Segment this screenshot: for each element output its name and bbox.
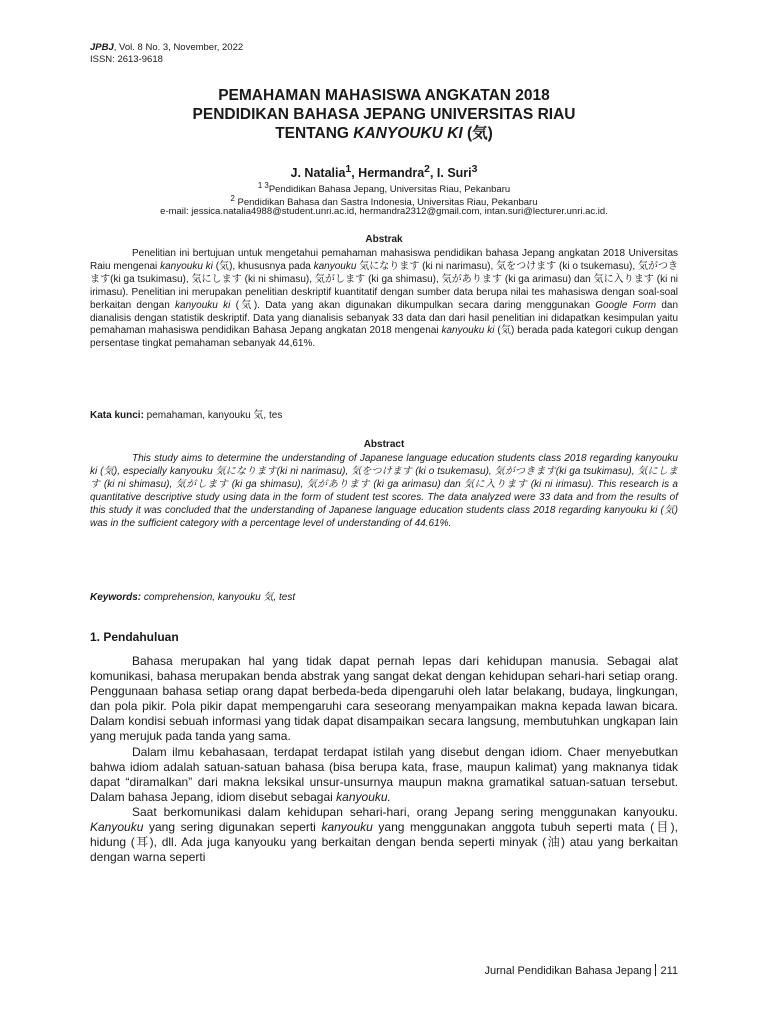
intro-paragraph: Dalam ilmu kebahasaan, terdapat terdapat istilah yang disebut dengan idiom. Chaer menyebutkan bahwa idiom adalah satuan-satuan bahasa (bisa berupa kata, frase, maupun kalimat) yang maknanya tidak dapat “diramalkan” dari makna leksikal unsur-unsurnya maupun makna gramatikal satuan-satuan tersebut. Dalam bahasa Jepang, idiom disebut sebagai kanyouku.: [90, 744, 678, 804]
journal-issue: JPBJ, Vol. 8 No. 3, November, 2022: [90, 42, 244, 53]
page-footer: [484, 964, 678, 977]
page-number: 211: [660, 965, 678, 977]
keywords: Keywords: comprehension, kanyouku 気, test: [90, 592, 296, 603]
intro-paragraph: Bahasa merupakan hal yang tidak dapat pernah lepas dari kehidupan manusia. Sebagai alat komunikasi, bahasa merupakan benda abstrak yang sangat dekat dengan kehidupan sehari-hari setiap orang. Penggunaan bahasa setiap orang dapat berbeda-beda dipengaruhi oleh latar belakang, budaya, lingkungan, dan pola pikir. Pola pikir dapat mempengaruhi cara seseorang menyampaikan makna kepada lawan bicara. Dalam kondisi sebuah informasi yang tidak dapat disampaikan secara langsung, membutuhkan ungkapan lain yang merujuk pada tanda yang sama.: [90, 654, 678, 744]
affiliation-1: $^{1 3}$Pendidikan Bahasa Jepang, Universitas Riau, Pekanbaru: [257, 181, 511, 196]
kata-kunci: Kata kunci: pemahaman, kanyouku 気, tes: [90, 410, 283, 421]
introduction-body: [90, 654, 678, 865]
issn: ISSN: 2613-9618: [90, 54, 163, 65]
abstrak-heading: Abstrak: [365, 234, 403, 245]
intro-paragraph: Saat berkomunikasi dalam kehidupan sehari-hari, orang Jepang sering menggunakan kanyouku. Kanyouku yang sering digunakan seperti kanyouku yang menggunakan anggota tubuh seperti mata (目), hidung (耳), dll. Ada juga kanyouku yang berkaitan dengan benda seperti minyak (油) atau yang berkaitan dengan warna seperti: [90, 804, 678, 865]
paper-title: PEMAHAMAN MAHASISWA ANGKATAN 2018 PENDIDIKAN BAHASA JEPANG UNIVERSITAS RIAU TENTANG KANYOUKU KI (気): [192, 87, 576, 142]
affiliation-2: $^2$ Pendidikan Bahasa dan Sastra Indonesia, Universitas Riau, Pekanbaru: [230, 194, 538, 209]
author-emails: e-mail: jessica.natalia4988@student.unri.ac.id, hermandra2312@gmail.com, intan.suri@lecturer.unri.ac.id.: [160, 206, 608, 217]
abstract-heading: Abstract: [363, 439, 405, 450]
section-heading-pendahuluan: 1. Pendahuluan: [90, 630, 179, 644]
journal-header: [90, 42, 243, 66]
journal-abbrev: JPBJ: [90, 42, 114, 53]
abstrak-body: Penelitian ini bertujuan untuk mengetahui pemahaman mahasiswa pendidikan bahasa Jepang angkatan 2018 Universitas Raiu mengenai kanyouku ki (気), khususnya pada kanyouku 気になります (ki ni narimasu), 気をつけます (ki o tsukemasu), 気がつきます(ki ga tsukimasu), 気にします (ki ni shimasu), 気がします (ki ga shimasu), 気があります (ki ga arimasu) dan 気に入ります (ki ni irimasu). Penelitian ini merupakan penelitian deskriptif kuantitatif dengan sumber data berupa nilai tes mahasiswa dengan soal-soal berkaitan dengan kanyouku ki (気). Data yang akan digunakan dikumpulkan secara daring menggunakan Google Form dan dianalisis dengan statistik deskriptif. Data yang dianalisis sebanyak 33 data dan dari hasil penelitian ini didapatkan kesimpulan yaitu pemahaman mahasiswa pendidikan Bahasa Jepang angkatan 2018 mengenai kanyouku ki (気) berada pada kategori cukup dengan persentase tingkat pemahaman sebanyak 44,61%.: [90, 248, 679, 350]
footer-journal: Jurnal Pendidikan Bahasa Jepang: [484, 965, 652, 977]
abstract-body: This study aims to determine the understanding of Japanese language education students class 2018 regarding kanyouku ki (気), especially kanyouku 気になります(ki ni narimasu), 気をつけます (ki o tsukemasu), 気がつきます(ki ga tsukimasu), 気にします (ki ni shimasu), 気がします (ki ga shimasu), 気があります (ki ga arimasu) dan 気に入ります (ki ni irimasu). This research is a quantitative descriptive study using data in the form of student test scores. The data analyzed were 33 data and from the results of this study it was concluded that the understanding of Japanese language education students class 2018 regarding kanyouku ki (気) was in the sufficient category with a percentage level of understanding of 44.61%.: [90, 453, 678, 529]
author-list: J. Natalia$^1$, Hermandra$^2$, I. Suri$^3$: [290, 164, 478, 181]
footer-divider: [655, 964, 656, 976]
